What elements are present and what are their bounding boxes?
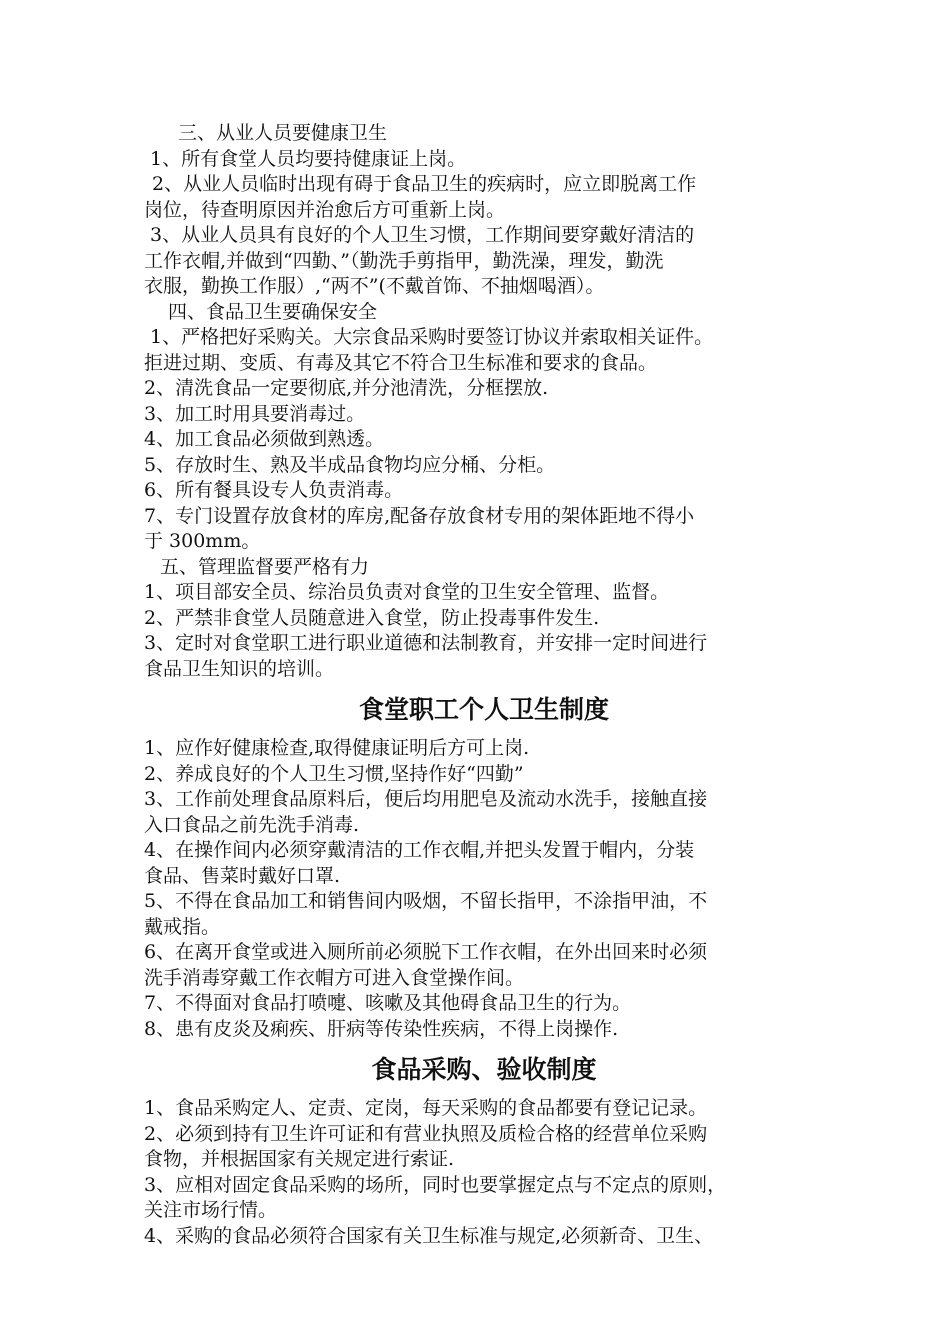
section-3-line: 工作衣帽,并做到“四勤、”（勤洗手剪指甲，勤洗澡，理发，勤洗 (144, 249, 664, 272)
hygiene-line: 戴戒指。 (144, 915, 221, 938)
hygiene-line: 6、在离开食堂或进入厕所前必须脱下工作衣帽，在外出回来时必须 (144, 941, 708, 963)
section-4-line: 拒进过期、变质、有毒及其它不符合卫生标准和要求的食品。 (144, 351, 658, 374)
section-3-line: 岗位，待查明原因并治愈后方可重新上岗。 (144, 198, 506, 221)
section-4-line: 4、加工食品必须做到熟透。 (144, 428, 385, 450)
section-5-line: 2、严禁非食堂人员随意进入食堂，防止投毒事件发生. (144, 606, 600, 629)
section-3-line: 衣服，勤换工作服）,“两不”(不戴首饰、不抽烟喝酒）。 (144, 275, 605, 297)
hygiene-line: 2、养成良好的个人卫生习惯,坚持作好“四勤” (144, 762, 524, 785)
section-4-line: 6、所有餐具设专人负责消毒。 (144, 479, 404, 501)
section-5-line: 3、定时对食堂职工进行职业道德和法制教育，并安排一定时间进行 (144, 632, 708, 654)
procurement-title: 食品采购、验收制度 (371, 1055, 597, 1084)
section-4-line: 5、存放时生、熟及半成品食物均应分桶、分柜。 (144, 453, 556, 476)
procurement-line: 3、应相对固定食品采购的场所，同时也要掌握定点与不定点的原则， (144, 1173, 727, 1196)
hygiene-line: 3、工作前处理食品原料后，便后均用肥皂及流动水洗手，接触直接 (144, 788, 708, 810)
section-5-line: 食品卫生知识的培训。 (144, 657, 335, 680)
section-4-line: 1、严格把好采购关。大宗食品采购时要签订协议并索取相关证件。 (150, 326, 714, 348)
procurement-line: 食物，并根据国家有关规定进行索证. (144, 1148, 455, 1170)
section-3-line: 2、从业人员临时出现有碍于食品卫生的疾病时，应立即脱离工作 (152, 173, 697, 195)
section-4-line: 于 300mm。 (144, 530, 261, 552)
hygiene-line: 1、应作好健康检查,取得健康证明后方可上岗. (144, 737, 530, 759)
section-4-line: 3、加工时用具要消毒过。 (144, 402, 366, 425)
section-3 (144, 121, 824, 300)
section-5 (144, 555, 824, 683)
hygiene-line: 7、不得面对食品打喷嚏、咳嗽及其他碍食品卫生的行为。 (144, 992, 632, 1014)
document-page (144, 121, 824, 1249)
personal-hygiene-title: 食堂职工个人卫生制度 (358, 695, 609, 724)
hygiene-line: 4、在操作间内必须穿戴清洁的工作衣帽,并把头发置于帽内，分装 (144, 839, 695, 861)
procurement-line: 关注市场行情。 (144, 1199, 278, 1221)
procurement-section (144, 1052, 824, 1249)
personal-hygiene-section (144, 692, 824, 1042)
section-5-line: 1、项目部安全员、综治员负责对食堂的卫生安全管理、监督。 (144, 581, 670, 603)
hygiene-line: 5、不得在食品加工和销售间内吸烟，不留长指甲，不涂指甲油，不 (144, 890, 708, 912)
hygiene-line: 入口食品之前先洗手消毒. (144, 813, 360, 836)
hygiene-line: 洗手消毒穿戴工作衣帽方可进入食堂操作间。 (144, 966, 525, 989)
hygiene-line: 食品、售菜时戴好口罩. (144, 864, 341, 887)
section-3-heading: 三、从业人员要健康卫生 (178, 122, 388, 144)
section-4 (144, 300, 824, 555)
procurement-line: 2、必须到持有卫生许可证和有营业执照及质检合格的经营单位采购 (144, 1122, 708, 1145)
hygiene-line: 8、患有皮炎及痢疾、肝病等传染性疾病，不得上岗操作. (144, 1017, 619, 1040)
section-3-line: 3、从业人员具有良好的个人卫生习惯，工作期间要穿戴好清洁的 (150, 224, 695, 246)
section-4-line: 7、专门设置存放食材的库房,配备存放食材专用的架体距地不得小 (144, 504, 695, 527)
procurement-line: 4、采购的食品必须符合国家有关卫生标准与规定,必须新奇、卫生、 (144, 1224, 714, 1247)
section-4-line: 2、清洗食品一定要彻底,并分池清洗，分框摆放. (144, 377, 549, 399)
section-4-heading: 四、食品卫生要确保安全 (168, 300, 378, 323)
section-3-line: 1、所有食堂人员均要持健康证上岗。 (150, 147, 467, 170)
section-5-heading: 五、管理监督要严格有力 (160, 555, 370, 578)
procurement-line: 1、食品采购定人、定责、定岗，每天采购的食品都要有登记记录。 (144, 1097, 708, 1119)
